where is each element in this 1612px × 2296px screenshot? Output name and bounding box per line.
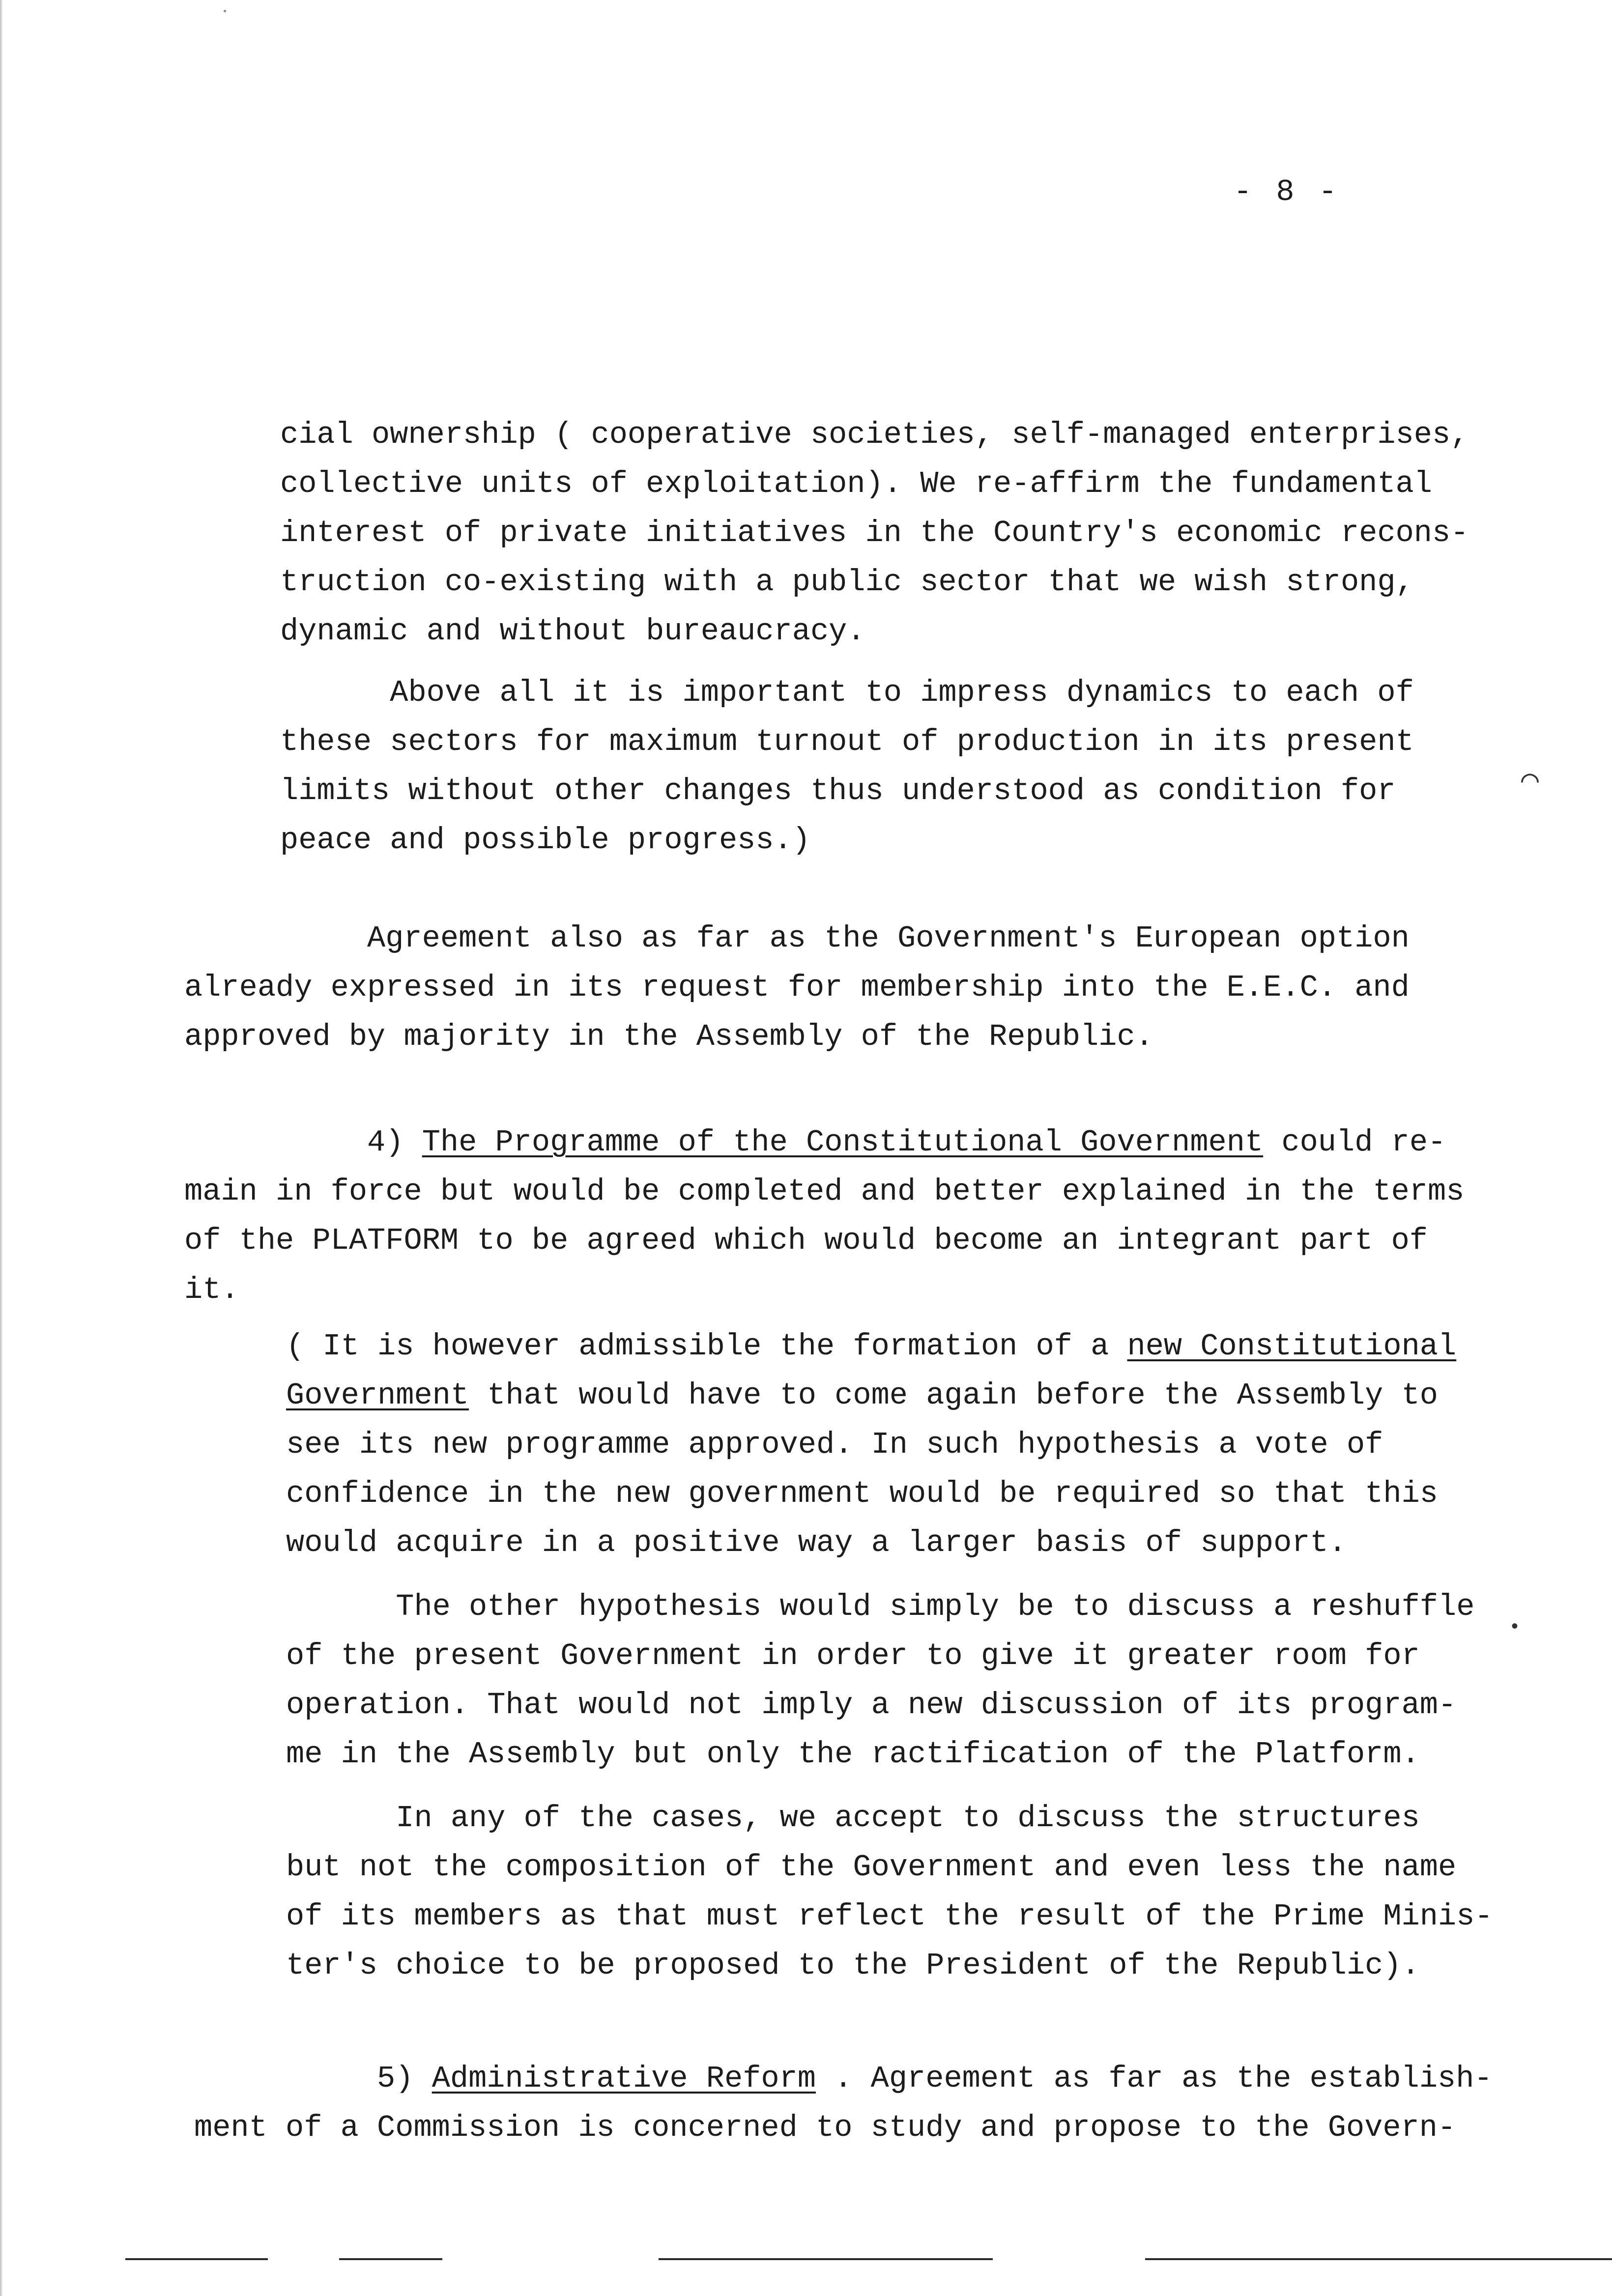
text-line: approved by majority in the Assembly of the Republic. bbox=[184, 1019, 1153, 1054]
paragraph-structures bbox=[286, 1794, 1493, 1990]
margin-mark: ⌒ bbox=[1521, 765, 1539, 798]
footer-rule bbox=[339, 2258, 442, 2260]
page-number: - 8 - bbox=[1234, 174, 1340, 209]
text-line: ment of a Commission is concerned to study and propose to the Govern- bbox=[194, 2110, 1456, 2145]
text-line: ter's choice to be proposed to the President of the Republic). bbox=[286, 1948, 1420, 1983]
text-line: these sectors for maximum turnout of production in its present bbox=[280, 724, 1414, 759]
section-heading-programme: The Programme of the Constitutional Government bbox=[422, 1125, 1264, 1160]
text-line: dynamic and without bureaucracy. bbox=[280, 614, 865, 649]
text-line: of the present Government in order to give it greater room for bbox=[286, 1638, 1420, 1673]
text-run: . Agreement as far as the establish- bbox=[816, 2061, 1493, 2096]
paragraph-social-ownership bbox=[280, 410, 1468, 656]
text-run: could re- bbox=[1263, 1125, 1446, 1160]
section-number: 5) bbox=[194, 2061, 432, 2096]
text-line: main in force but would be completed and better explained in the terms bbox=[184, 1174, 1465, 1209]
text-line: see its new programme approved. In such hypothesis a vote of bbox=[286, 1427, 1383, 1462]
text-line: In any of the cases, we accept to discuss the structures bbox=[286, 1801, 1420, 1836]
section-4-programme bbox=[184, 1118, 1464, 1315]
text-line bbox=[286, 1322, 1456, 1371]
text-line: it. bbox=[184, 1272, 239, 1307]
text-line: of its members as that must reflect the result of the Prime Minis- bbox=[286, 1899, 1493, 1934]
text-run: that would have to come again before the Assembly to bbox=[469, 1378, 1438, 1413]
text-line: collective units of exploitation). We re-affirm the fundamental bbox=[280, 466, 1432, 501]
footer-rule bbox=[659, 2258, 993, 2260]
text-line: would acquire in a positive way a larger basis of support. bbox=[286, 1525, 1347, 1560]
scan-edge bbox=[0, 0, 3, 2296]
text-line: The other hypothesis would simply be to discuss a reshuffle bbox=[286, 1589, 1475, 1624]
paragraph-european-option bbox=[184, 914, 1410, 1062]
text-line: me in the Assembly but only the ractification of the Platform. bbox=[286, 1737, 1420, 1772]
text-line: limits without other changes thus understood as condition for bbox=[280, 774, 1396, 808]
section-number: 4) bbox=[184, 1125, 422, 1160]
text-line: truction co-existing with a public sector that we wish strong, bbox=[280, 565, 1414, 600]
section-heading-administrative-reform: Administrative Reform bbox=[432, 2061, 816, 2096]
footer-rule bbox=[125, 2258, 268, 2260]
section-5-administrative-reform bbox=[194, 2054, 1493, 2152]
underlined-term: new Constitutional bbox=[1127, 1329, 1457, 1364]
underlined-term: Government bbox=[286, 1378, 469, 1413]
scan-speck bbox=[224, 10, 226, 12]
text-line: interest of private initiatives in the Country's economic recons- bbox=[280, 516, 1469, 550]
text-line: confidence in the new government would be required so that this bbox=[286, 1476, 1438, 1511]
margin-dot: • bbox=[1509, 1617, 1521, 1639]
text-run: ( It is however admissible the formation of a bbox=[286, 1329, 1127, 1364]
text-line: Agreement also as far as the Government's European option bbox=[184, 921, 1410, 956]
text-line: peace and possible progress.) bbox=[280, 823, 810, 858]
text-line: but not the composition of the Government and even less the name bbox=[286, 1850, 1457, 1885]
text-line: already expressed in its request for membership into the E.E.C. and bbox=[184, 970, 1410, 1005]
paragraph-new-government bbox=[286, 1322, 1456, 1568]
section-5-heading-line bbox=[194, 2054, 1493, 2103]
paragraph-above-all bbox=[280, 668, 1414, 865]
text-line: cial ownership ( cooperative societies, self-managed enterprises, bbox=[280, 417, 1469, 452]
section-4-heading-line bbox=[184, 1118, 1464, 1167]
paragraph-reshuffle bbox=[286, 1582, 1474, 1779]
text-line bbox=[286, 1371, 1456, 1420]
footer-rule bbox=[1145, 2258, 1612, 2260]
text-line: operation. That would not imply a new discussion of its program- bbox=[286, 1688, 1457, 1722]
text-line: of the PLATFORM to be agreed which would become an integrant part of bbox=[184, 1223, 1428, 1258]
text-line: Above all it is important to impress dynamics to each of bbox=[280, 675, 1414, 710]
